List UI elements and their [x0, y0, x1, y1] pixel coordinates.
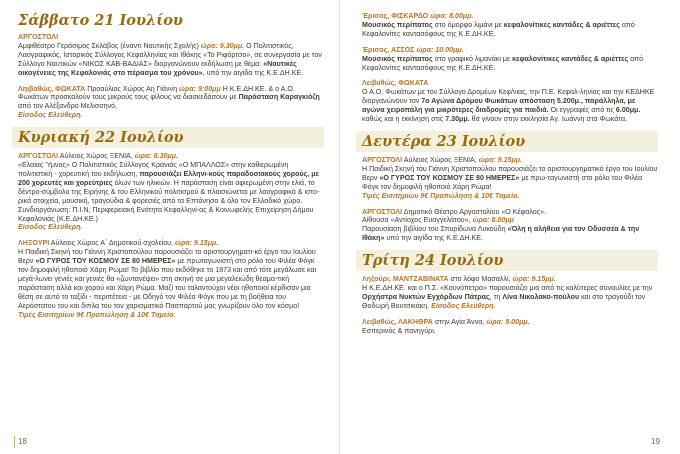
day-heading-sunday: Κυριακή 22 Ιουλίου	[12, 127, 324, 148]
event-fiskardo	[362, 12, 658, 39]
event-highlight: κεφαλονίτικες καντάδες & αριέττες	[503, 20, 620, 29]
event-place: Λειβαθώς, ΛΑΚΗΘΡΑ	[362, 317, 433, 326]
event-argostoli-sun	[18, 152, 324, 232]
event-place: ΑΡΓΟΣΤΟΛΙ	[362, 207, 403, 216]
event-body: και στο τραγούδι τον Θοδωρή Βουτσικάκη.	[362, 292, 646, 310]
free-entry-note: Είσοδος Ελεύθερη.	[18, 223, 83, 232]
event-body: Η Παιδική Σκηνή του Γιάννη Χριστοπούλου παρουσιάζει το αριστουργηματικό έργο του Ιουλίου Βερν	[362, 164, 658, 182]
day-heading-saturday: Σάββατο 21 Ιουλίου	[18, 12, 183, 29]
event-highlight: «Ναυτικές οικογένειες της Κεφαλονιάς στο πέρασμα του χρόνου»	[18, 59, 297, 77]
event-time: ώρα: 9:00μμ	[179, 84, 221, 93]
event-body: Οι εγγραφές από τις	[548, 106, 616, 115]
event-body-end: , υπό την αιγίδα της Κ.Ε.ΔΗ.ΚΕ.	[202, 68, 304, 77]
event-highlight: 7ο Αγώνα Δρόμου Φωκάτων απόσταση 5.200μ., παράλληλα, με αγώνα χειροπάλη για μικρότερες διαδρομές για παιδιά.	[362, 97, 636, 115]
event-venue: Αμφιθέατρο Γεράσιμος Σκλάβος (έναντι Ναυτικής Σχολής)	[18, 41, 199, 50]
event-highlight: «Ο ΓΥΡΟΣ ΤΟΥ ΚΟΣΜΟΥ ΣΕ 80 ΗΜΕΡΕΣ»	[35, 257, 176, 266]
right-page	[340, 0, 680, 454]
event-time: ώρα: 8.00μμ	[472, 216, 514, 225]
event-body-end: από Κεφαλονίτες καντασόφους της Κ.Ε.ΔΗ.ΚΕ.	[362, 54, 644, 72]
page-number-rule	[14, 436, 15, 448]
ticket-price-note: Τιμές Εισιτηρίων 9€ Προπώληση & 10€ Ταμείο.	[362, 191, 520, 200]
event-body: , τη	[489, 292, 503, 301]
event-body: στο όμορφο λιμάνι με	[432, 20, 504, 29]
event-highlight: 7.30μμ.	[445, 115, 470, 124]
event-time: ώρα: 9.15μμ.	[512, 275, 556, 284]
event-assos	[362, 46, 658, 73]
event-venue: στην Αγία Άννα,	[434, 317, 485, 326]
event-body: Η Κ.Ε.ΔΗ.ΚΕ. και ο Π.Σ. «Κουνόπετρα» παρουσιάζει μια από τις καλύτερες συναυλίες με την	[362, 284, 653, 293]
event-time: ώρα: 9.00μμ.	[486, 317, 530, 326]
event-place: ΑΡΓΟΣΤΟΛΙ	[18, 152, 59, 161]
event-time: ώρα: 9.15μμ.	[478, 155, 523, 164]
free-entry-note: Είσοδος Ελεύθερη.	[431, 301, 496, 310]
event-time: ώρα: 9.15μμ.	[174, 239, 219, 248]
event-highlight: «Ο ΓΥΡΟΣ ΤΟΥ ΚΟΣΜΟΥ ΣΕ 80 ΗΜΕΡΕΣ»	[379, 173, 520, 182]
event-argostoli-mon	[362, 156, 658, 201]
event-body: στο γραφικό λιμανάκι με	[432, 54, 513, 63]
event-highlight: «Όλη η αλήθεια για τον Οδυσσέα & την Ιθάκη»	[362, 225, 640, 243]
event-body: Η Παιδική Σκηνή του Γιάννη Χριστοπούλου παρουσιάζει το αριστουργηματι-κό έργο του Ιουλίου Βερν	[18, 248, 316, 266]
event-body: «Ελαίας Ύμνος» Ο Πολιτιστικός Σύλλογος Κρανιάς «Ο ΜΠΑΛΛΟΣ» στην καθιερωμένη πολιτιστική - χορευτική του εκδήλωση,	[18, 161, 289, 178]
event-time: ώρα: 9.30μμ.	[200, 41, 245, 50]
event-time: ώρα: 8.00μμ.	[430, 12, 474, 20]
event-body: Παρουσίαση βιβλίου του Σπυρίδωνα Λυκούδη	[362, 225, 508, 234]
event-highlight: 6.00μμ.	[615, 106, 641, 115]
event-time: ώρα: 8.30μμ.	[134, 152, 179, 161]
event-place: Ληξούρι, ΜΑΝΤΖΑΒΙΝΑΤΑ	[362, 275, 449, 284]
event-place: Έρισος, ΑΣΣΟΣ	[362, 45, 415, 54]
event-body-end: με πρω-ταγωνιστή στο ρόλο του Φιλέα Φόγκ τον δημοφιλή ηθοποιό Χάρη Ρώμα!	[362, 173, 643, 191]
page-number: 19	[651, 437, 660, 446]
event-highlight: Ορχήστρα Νυκτών Εγχόρδων Πάτρας	[362, 292, 490, 301]
event-highlight: κεφαλονίτικες καντάδες & αριέττες	[512, 54, 629, 63]
event-venue: Αύλειος Χώρος Α΄ Δημοτικού σχολείου,	[50, 239, 173, 248]
event-venue: Προαύλιος Χώρος Αη Γιάννη	[87, 84, 178, 93]
event-body: Αίθουσα «Αντίοχος Ευαγγελάτου»,	[362, 216, 471, 225]
event-venue: στο λόφο Μασαλλί,	[450, 275, 511, 284]
event-body: Εσπερινός & πανηγύρι.	[362, 326, 436, 335]
event-venue: Δημοτικό Θέατρο Αργοστολίου «Ο Κέφαλος».	[403, 207, 547, 216]
event-lixouri-sun	[18, 239, 324, 319]
event-body-end: με πρωταγωνιστή στο ρόλο του Φιλέα Φόγκ τον δημοφιλή ηθοποιό Χάρη Ρώμα! Το βιβλίο που εκδόθηκε το 1873 και από τότε μεγάλωσε και μεγά-λωνει γενιές και γενιές θα «ζωντανέψει» στη σκηνή σε μια μεγαλειώδη θεαμα-τική παράσταση αλλά και χορού και Χάρη Ρώμα. Μαζί του ταλαντούχοι νέοι ηθοποιοί κέρδισαν μια θέση σε αυτό το ταξίδι - περιπέτεια - με Οδηγό τον Φιλέα Φόγκ που με τη βοήθεια του Αερόστατου του και διπλα του τον χαρισματικό Πασπαρτού μας γνωρίζουν όλο τον κόσμο!	[18, 257, 317, 310]
event-place: ΑΡΓΟΣΤΟΛΙ	[362, 155, 403, 164]
event-place: Ληιβαθώς, ΦΩΚΑΤΑ	[18, 84, 86, 93]
event-highlight: παρουσιάζει Ελληνι-κούς παραδοσιακούς χορούς, με 200 χορευτές και χορεύτριες	[18, 169, 319, 187]
event-body-end: από Κεφαλονίτες καντασόφους της Κ.Ε.ΔΗ.ΚΕ.	[362, 20, 635, 38]
page-number: 18	[18, 437, 27, 446]
event-lakithra	[362, 318, 658, 336]
event-venue: Αύλειος Χώρος ΞΕΝΙΑ,	[59, 152, 133, 161]
event-place: Έρισος, ΦΙΣΚΑΡΔΟ	[362, 12, 429, 20]
event-place: ΛΗΞΟΥΡΙ	[18, 239, 50, 248]
event-place: ΑΡΓΟΣΤΟΛΙ	[18, 33, 59, 41]
event-highlight: Λίνα Νικολακο-πούλου	[502, 292, 580, 301]
event-body: καθώς και η εκκίνηση στις	[362, 115, 446, 124]
event-highlight: Παράσταση Καραγκιόζη	[238, 93, 320, 102]
event-body-end: θα γίνουν στην εκκλησία Αγ. Ιωάννη στα Φωκάτα.	[469, 115, 628, 124]
event-body: Η Κ.Ε.ΔΗ.ΚΕ. & ο Α.Ο. Φωκάτων προσκαλούν τους μικρούς τους φίλους να διασκεδάσουν με	[18, 84, 295, 102]
event-fokata-race	[362, 79, 658, 124]
free-entry-note: Είσοδος Ελεύθερη.	[18, 111, 83, 120]
event-argostoli-sat	[18, 33, 324, 78]
day-heading-tuesday: Τρίτη 24 Ιουλίου	[356, 250, 658, 271]
event-venue: Αύλειος Χώρος ΞΕΝΙΑ,	[403, 155, 477, 164]
event-argostoli-theatre	[362, 208, 658, 244]
event-highlight: Μουσικός περίπατος	[362, 20, 433, 29]
event-fokata-sat	[18, 85, 324, 121]
event-place: Λειβαθώς, ΦΩΚΑΤΑ	[362, 79, 429, 88]
event-highlight: Μουσικός περίπατος	[362, 54, 433, 63]
event-body-end: από τον Αλέξανδρο Μελισσηνό,	[18, 102, 118, 111]
event-mantzavinata	[362, 275, 658, 311]
event-body: Ο Α.Ο. Φωκάτων με τον Σύλλογο Δρομέων Κεφ/νιας, την Π.Ε. Κεφαλ-ληνίας και την ΚΕΔΗΚΕ διοργανώνουν τον	[362, 88, 655, 106]
event-body-end: όλων των ηλικιών. Η παράσταση είναι αφιερωμένη στην ελιά, το δέντρο-σύμβολο της Ειρήνης & του Ελληνικού πολιτισμού & πλαισιώνεται με λαογραφικά & ιστο-ρικά στοιχεία, μουσική, τραγούδια & φορεσιές από τα Επτάνησα & όλο τον Ελλαδικό χώρο. Συνδιοργάνωση: Π.Ι.Ν, Περιφερειακή Ενότητα Κεφαλληνί-ας & Κοινωφελής Επιχείρηση Δήμου Κεφαλονιάς (Κ.Ε.ΔΗ.ΚΕ.)	[18, 178, 320, 223]
event-body-end: υπό την αιγίδα της Κ.Ε.ΔΗ.ΚΕ.	[384, 234, 483, 243]
event-time: ώρα: 10.00μμ.	[416, 45, 464, 54]
day-heading-monday: Δευτέρα 23 Ιουλίου	[356, 131, 658, 152]
event-body: Ο Πολιτιστικός, Λαογραφικός, Ιστορικός Σύλλογος Κεφαλληνίας και Ιθάκης «Το Ριφόρτσο», σε συνεργασία με τον Σύλλογο Ναυτικών «ΝΙΚΟΣ ΚΑΒ-ΒΑΔΙΑΣ» διοργανώνουν εκδήλωση με θέμα:	[18, 41, 322, 68]
ticket-price-note: Τιμές Εισιτηρίων 9€ Προπώληση & 10€ Ταμείο.	[18, 310, 176, 319]
